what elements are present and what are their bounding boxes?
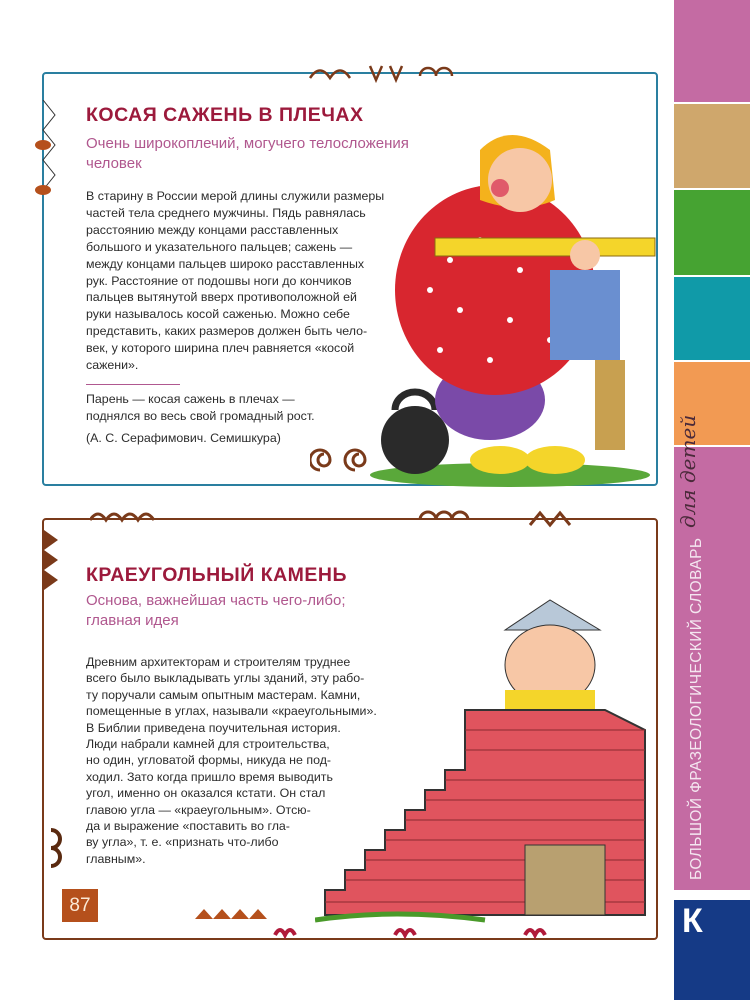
body-line: Древним архитекторам и строителям труднее xyxy=(86,655,351,669)
entry-definition xyxy=(86,591,346,631)
body-line: ту поручали самым опытным мастерам. Камни, xyxy=(86,687,361,702)
body-line: главою угла — «краеугольным». Отсю- xyxy=(86,802,311,817)
body-line: сажени». xyxy=(86,358,139,373)
body-line: Люди набрали камней для строительства, xyxy=(86,737,330,752)
body-line: расстоянию между концами расставленных xyxy=(86,222,339,237)
definition-line: человек xyxy=(86,155,142,172)
body-line: руки называлось косой саженью. Можно себе xyxy=(86,307,350,322)
body-line: между концами пальцев широко расставленных xyxy=(86,256,365,271)
quote-attribution: (А. С. Серафимович. Семишкура) xyxy=(86,431,281,445)
tab-pink[interactable] xyxy=(674,0,750,102)
body-line: представить, каких размеров должен быть чело- xyxy=(86,324,368,339)
tab-green[interactable] xyxy=(674,190,750,275)
entry-body xyxy=(86,188,384,374)
tab-teal[interactable] xyxy=(674,277,750,360)
ornament-top-2 xyxy=(90,505,610,535)
body-line: ходил. Зато когда пришло время выводить xyxy=(86,769,333,784)
tab-tan[interactable] xyxy=(674,104,750,188)
swirl-ornament xyxy=(310,440,390,480)
quote-line: Парень — косая сажень в плечах — xyxy=(86,392,295,406)
definition-line: Основа, важнейшая часть чего-либо; xyxy=(86,592,346,609)
quote-divider xyxy=(86,384,180,385)
ornament-bottom-2 xyxy=(195,905,595,945)
section-letter: К xyxy=(682,902,703,940)
series-title: БОЛЬШОЙ ФРАЗЕОЛОГИЧЕСКИЙ СЛОВАРЬ xyxy=(688,537,705,880)
quote-line: поднялся во весь свой громадный рост. xyxy=(86,408,315,423)
series-script: для детей xyxy=(676,414,700,528)
brick-pyramid-illustration xyxy=(315,590,655,925)
body-line: В старину в России мерой длины служили размеры xyxy=(86,189,385,203)
body-line: частей тела среднего мужчины. Пядь равнялась xyxy=(86,205,366,220)
body-line: всего было выкладывать углы зданий, эту рабо- xyxy=(86,671,365,686)
ornament-left-2 xyxy=(40,530,62,890)
body-line: большого и указательного пальцев; сажень — xyxy=(86,239,353,254)
body-line: век, у которого ширина плеч равняется «косой xyxy=(86,341,355,356)
ornament-top-1 xyxy=(300,58,500,88)
entry-title: КРАЕУГОЛЬНЫЙ КАМЕНЬ xyxy=(86,564,348,586)
body-line: В Библии приведена поучительная история. xyxy=(86,720,341,735)
ornament-left-1 xyxy=(28,100,58,220)
body-line: угол, именно он оказался кстати. Он стал xyxy=(86,786,326,801)
body-line: помещенные в углах, называли «краеугольными». xyxy=(86,704,377,719)
body-line: пальцев вытянутой вверх противоположной ей xyxy=(86,290,357,305)
quote xyxy=(86,391,315,425)
definition-line: главная идея xyxy=(86,612,179,629)
body-line: рук. Расстояние от подошвы ноги до кончиков xyxy=(86,273,352,288)
body-line: но один, угловатой формы, никуда не под- xyxy=(86,753,332,768)
body-line: главным». xyxy=(86,851,146,866)
entry-title: КОСАЯ САЖЕНЬ В ПЛЕЧАХ xyxy=(86,104,364,126)
definition-line: Очень широкоплечий, могучего телосложения xyxy=(86,135,409,152)
page-number: 87 xyxy=(62,889,98,922)
body-line: ву угла», т. е. «признать что-либо xyxy=(86,835,279,850)
strongman-illustration xyxy=(360,110,660,490)
body-line: да и выражение «поставить во гла- xyxy=(86,819,290,834)
